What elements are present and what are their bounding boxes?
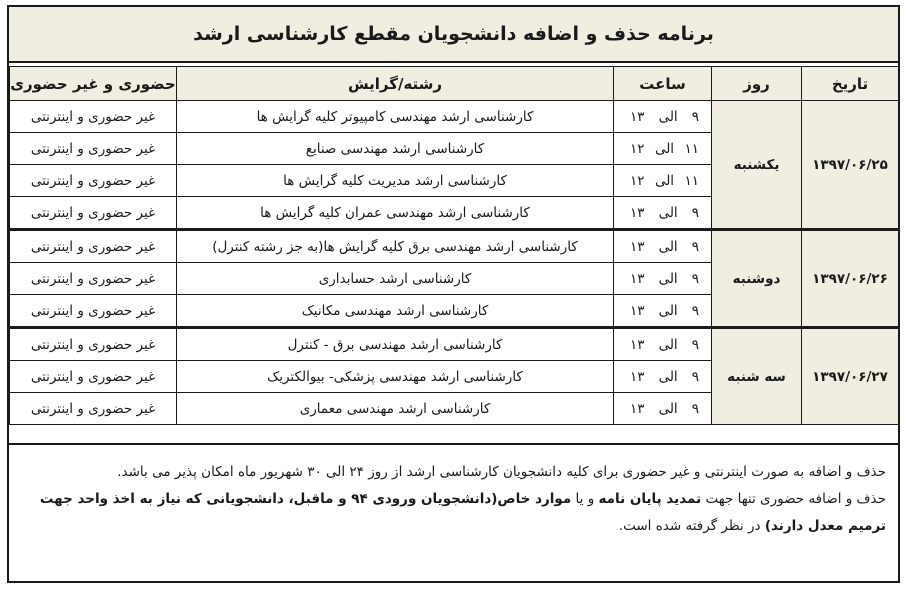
time-to: ۱۳ xyxy=(630,368,645,385)
day-cell: سه شنبه xyxy=(712,328,802,425)
date-cell: ۱۳۹۷/۰۶/۲۶ xyxy=(802,230,899,328)
time-from: ۱۱ xyxy=(684,172,699,189)
time-from: ۹ xyxy=(691,204,699,221)
time-sep: الی xyxy=(654,172,675,189)
field-cell: کارشناسی ارشد مهندسی برق کلیه گرایش ها(به جز رشته کنترل) xyxy=(177,230,614,263)
schedule-body xyxy=(10,101,899,425)
note-line-1: حذف و اضافه به صورت اینترنتی و غیر حضوری برای کلیه دانشجویان کارشناسی ارشد از روز ۲۴ الی ۳۰ شهریور ماه امکان پذیر می باشد. xyxy=(117,464,886,480)
schedule-frame xyxy=(7,5,900,583)
time-from: ۹ xyxy=(691,336,699,353)
time-cell xyxy=(614,328,712,361)
mode-cell: غیر حضوری و اینترنتی xyxy=(10,361,177,393)
time-to: ۱۳ xyxy=(630,302,645,319)
time-from: ۹ xyxy=(691,302,699,319)
time-from: ۹ xyxy=(691,400,699,417)
time-from: ۹ xyxy=(691,270,699,287)
mode-cell: غیر حضوری و اینترنتی xyxy=(10,101,177,133)
time-to: ۱۳ xyxy=(630,270,645,287)
time-from: ۱۱ xyxy=(684,140,699,157)
schedule-table xyxy=(9,66,899,425)
mode-cell: غیر حضوری و اینترنتی xyxy=(10,295,177,328)
time-cell xyxy=(614,393,712,425)
time-sep: الی xyxy=(654,140,675,157)
time-cell xyxy=(614,361,712,393)
time-sep: الی xyxy=(658,368,678,385)
time-sep: الی xyxy=(658,108,678,125)
header-day: روز xyxy=(712,67,802,101)
table-header-row xyxy=(10,67,899,101)
header-field: رشته/گرایش xyxy=(177,67,614,101)
field-cell: کارشناسی ارشد مهندسی برق - کنترل xyxy=(177,328,614,361)
mode-cell: غیر حضوری و اینترنتی xyxy=(10,328,177,361)
day-cell: یکشنبه xyxy=(712,101,802,230)
time-cell xyxy=(614,101,712,133)
notes-section xyxy=(9,443,898,581)
note-bold-thesis: تمدید پایان نامه xyxy=(598,491,702,507)
time-cell xyxy=(614,165,712,197)
note-text: حذف و اضافه حضوری تنها جهت xyxy=(701,491,886,507)
time-to: ۱۲ xyxy=(630,172,645,189)
field-cell: کارشناسی ارشد مهندسی معماری xyxy=(177,393,614,425)
time-sep: الی xyxy=(658,400,678,417)
table-row xyxy=(10,101,899,133)
note-text: و یا xyxy=(571,491,599,507)
field-cell: کارشناسی ارشد مهندسی عمران کلیه گرایش ها xyxy=(177,197,614,230)
field-cell: کارشناسی ارشد مهندسی صنایع xyxy=(177,133,614,165)
time-sep: الی xyxy=(658,336,678,353)
date-cell: ۱۳۹۷/۰۶/۲۷ xyxy=(802,328,899,425)
note-bold-special: موارد خاص(دانشجویان ورودی ۹۴ و ماقبل، دانشجویانی که نیاز به اخذ واحد جهت ترمیم معدل دارند) xyxy=(39,491,886,534)
field-cell: کارشناسی ارشد مهندسی پزشکی- بیوالکتریک xyxy=(177,361,614,393)
time-to: ۱۳ xyxy=(630,400,645,417)
time-cell xyxy=(614,230,712,263)
time-to: ۱۳ xyxy=(630,108,645,125)
time-from: ۹ xyxy=(691,108,699,125)
mode-cell: غیر حضوری و اینترنتی xyxy=(10,230,177,263)
time-cell xyxy=(614,197,712,230)
time-cell xyxy=(614,133,712,165)
mode-cell: غیر حضوری و اینترنتی xyxy=(10,165,177,197)
time-sep: الی xyxy=(658,204,678,221)
time-to: ۱۲ xyxy=(630,140,645,157)
table-row xyxy=(10,328,899,361)
day-cell: دوشنبه xyxy=(712,230,802,328)
mode-cell: غیر حضوری و اینترنتی xyxy=(10,263,177,295)
date-cell: ۱۳۹۷/۰۶/۲۵ xyxy=(802,101,899,230)
header-time: ساعت xyxy=(614,67,712,101)
mode-cell: غیر حضوری و اینترنتی xyxy=(10,133,177,165)
field-cell: کارشناسی ارشد حسابداری xyxy=(177,263,614,295)
time-cell xyxy=(614,295,712,328)
time-from: ۹ xyxy=(691,368,699,385)
header-mode: حضوری و غیر حضوری xyxy=(10,67,177,101)
time-to: ۱۳ xyxy=(630,238,645,255)
time-from: ۹ xyxy=(691,238,699,255)
time-to: ۱۳ xyxy=(630,204,645,221)
note-text: در نظر گرفته شده است. xyxy=(618,518,765,534)
note-line-2 xyxy=(21,486,886,540)
time-to: ۱۳ xyxy=(630,336,645,353)
field-cell: کارشناسی ارشد مهندسی کامپیوتر کلیه گرایش ها xyxy=(177,101,614,133)
time-cell xyxy=(614,263,712,295)
table-row xyxy=(10,230,899,263)
page-title: برنامه حذف و اضافه دانشجویان مقطع کارشناسی ارشد xyxy=(9,7,898,63)
mode-cell: غیر حضوری و اینترنتی xyxy=(10,197,177,230)
mode-cell: غیر حضوری و اینترنتی xyxy=(10,393,177,425)
time-sep: الی xyxy=(658,238,678,255)
field-cell: کارشناسی ارشد مدیریت کلیه گرایش ها xyxy=(177,165,614,197)
time-sep: الی xyxy=(658,302,678,319)
header-date: تاریخ xyxy=(802,67,899,101)
field-cell: کارشناسی ارشد مهندسی مکانیک xyxy=(177,295,614,328)
time-sep: الی xyxy=(658,270,678,287)
